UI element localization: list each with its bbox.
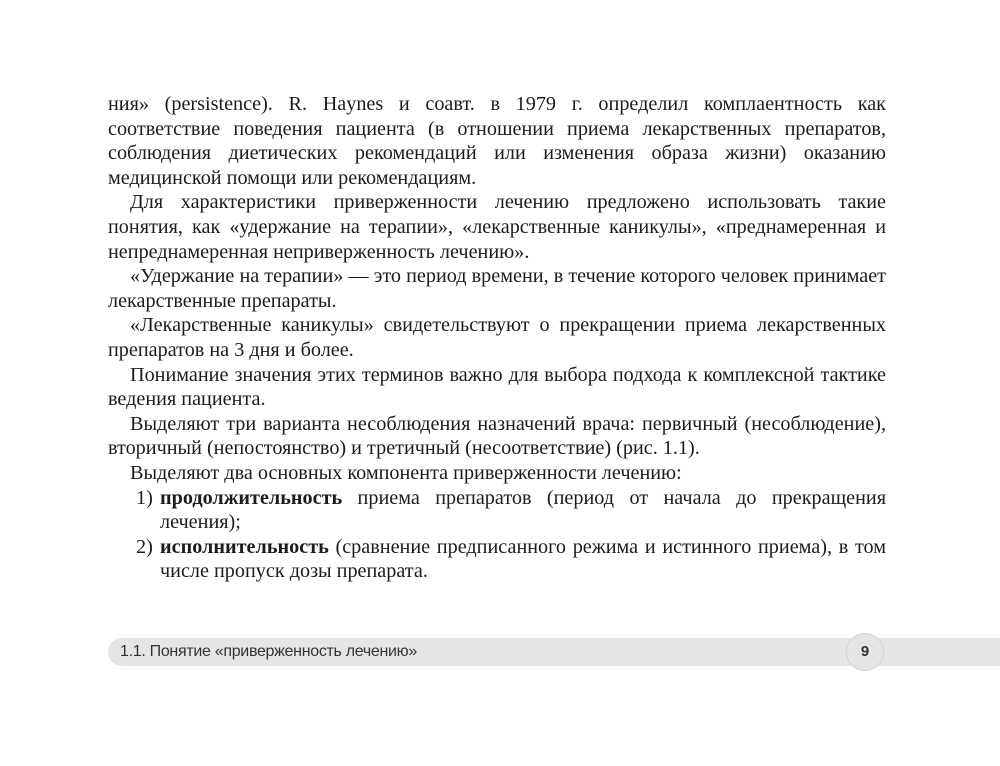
list-item (108, 535, 886, 584)
paragraph: Выделяют три варианта несоблюдения назначений врача: первичный (несоблюдение), вторичный (непостоянство) и третичный (несоответствие) (рис. 1.1). (108, 412, 886, 460)
list-term: исполнительность (160, 535, 329, 558)
list-term: продолжительность (160, 486, 343, 509)
list-item (108, 486, 886, 535)
paragraph: Понимание значения этих терминов важно для выбора подхода к комплексной тактике ведения пациента. (108, 363, 886, 411)
paragraph: ния» (persistence). R. Haynes и соавт. в 1979 г. определил комплаентность как соответствие поведения пациента (в отношении приема лекарственных препаратов, соблюдения диетических рекомендаций или изменения образа жизни) оказанию медицинской помощи или рекомендациям. (108, 93, 886, 189)
list-text: (сравнение предписанного режима и истинного приема), в том числе пропуск дозы препарата. (160, 535, 886, 583)
running-footer-title: 1.1. Понятие «приверженность лечению» (120, 643, 417, 660)
component-list (108, 486, 886, 584)
paragraph: Для характеристики приверженности лечению предложено использовать такие понятия, как «удержание на терапии», «лекарственные каникулы», «преднамеренная и непреднамеренная неприверженность лечению». (108, 191, 886, 263)
list-number: 2) (136, 535, 153, 558)
list-text: приема препаратов (период от начала до прекращения лечения); (160, 486, 886, 534)
paragraph: Выделяют два основных компонента приверженности лечению: (130, 461, 682, 484)
page-body (108, 92, 886, 584)
paragraph: «Удержание на терапии» — это период времени, в течение которого человек принимает лекарственные препараты. (108, 265, 886, 312)
page-number: 9 (846, 633, 884, 671)
paragraph: «Лекарственные каникулы» свидетельствуют о прекращении приема лекарственных препаратов на 3 дня и более. (108, 314, 886, 361)
list-number: 1) (136, 486, 153, 509)
